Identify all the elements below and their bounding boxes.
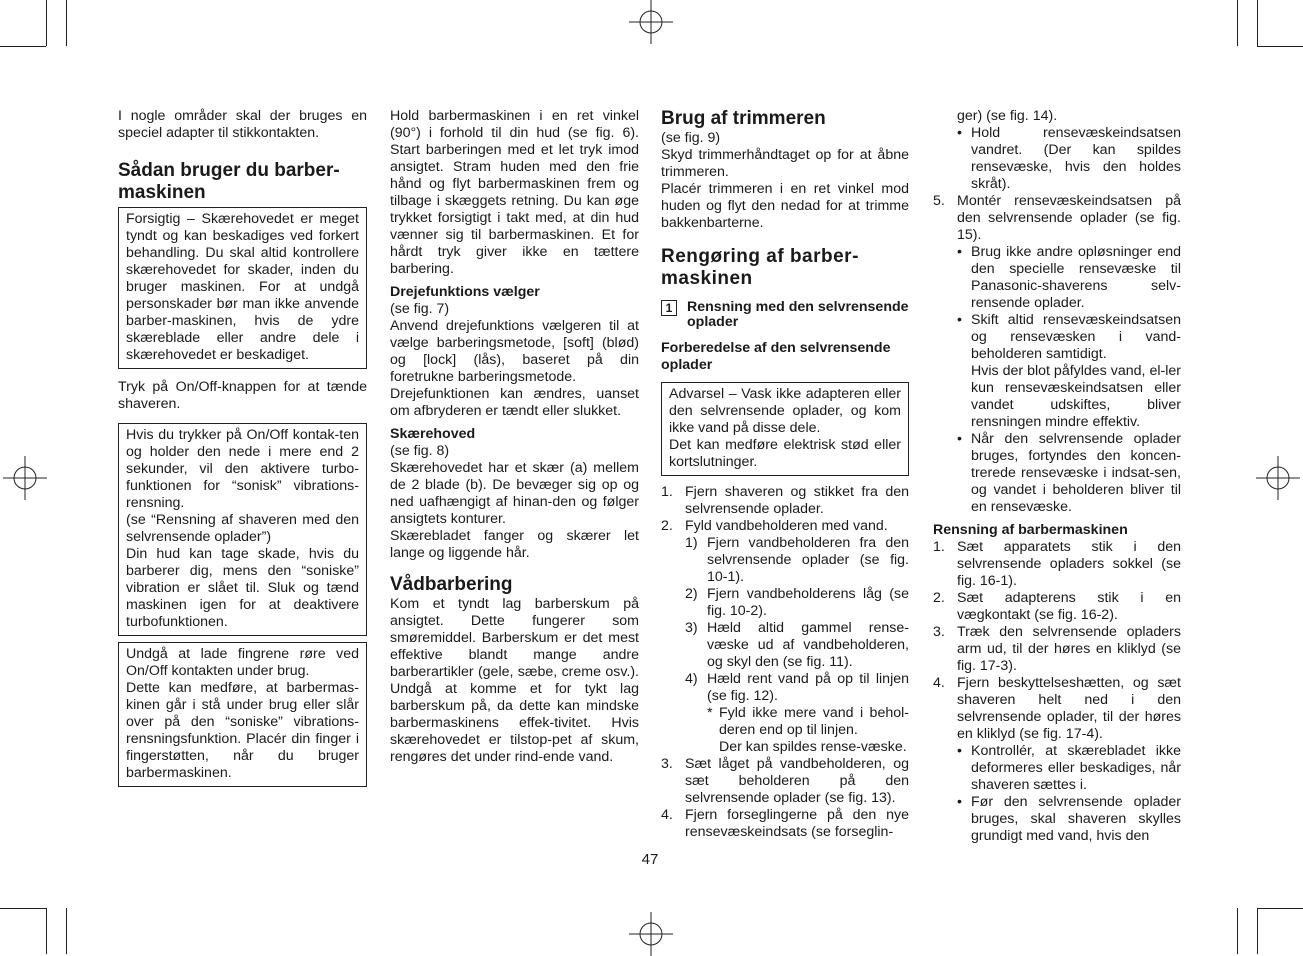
finger-warning-box	[118, 642, 367, 787]
bullet-item: • Når den selvrensende oplader bruges, fortyndes den koncen-trerede rensevæske i indsat-sen, og vandet i beholderen bliver til en rensevæske.	[957, 431, 1181, 515]
list-item: 2. Fyld vandbeholderen med vand.	[661, 518, 888, 534]
crop-mark	[46, 0, 47, 46]
intro-text: I nogle områder skal der bruges en speciel adapter til stikkontakten.	[118, 108, 367, 141]
crop-mark	[1257, 46, 1303, 47]
note-text: Fyld ikke mere vand i behol-deren end op til linjen.	[719, 705, 909, 738]
crop-mark	[0, 908, 46, 909]
bullet-item: • Kontrollér, at skærebladet ikke deformeres eller beskadiges, når shaveren sættes i.	[957, 743, 1181, 793]
bullet-item: • Hold rensevæskeindsatsen vandret. (Der kan spildes rensevæske, hvis den holdes skråt).	[957, 125, 1181, 192]
box-text: Hvis du trykker på On/Off kontak-ten og holder den nede i mere end 2 sekunder, vil den aktivere turbo-funktionen for “sonisk” vibrations-rensning.	[126, 427, 359, 511]
list-item: 1. Sæt apparatets stik i den selvrensende opladers sokkel (se fig. 16-1).	[933, 539, 1181, 589]
list-item: 3. Træk den selvrensende opladers arm ud, til der høres en kliklyd (se fig. 17-3).	[933, 624, 1181, 674]
sub-list-item: 4) Hæld rent vand på op til linjen (se fig. 12).	[685, 671, 909, 704]
box-text: Advarsel – Vask ikke adapteren eller den selvrensende oplader, og kom ikke vand på disse dele.	[669, 386, 901, 436]
list-item: 4. Fjern forseglingerne på den nye rensevæskeindsats (se forseglin-	[661, 807, 909, 840]
sub-list-item: 3) Hæld altid gammel rense-væske ud af vandbeholderen, og skyl den (se fig. 11).	[685, 620, 909, 670]
subsection-title: Rensning med den selvrensende oplader	[687, 299, 909, 330]
subheading: Drejefunktions vælger	[390, 284, 540, 300]
crop-mark	[0, 46, 46, 47]
note-mark: *	[707, 705, 713, 721]
paragraph: Skærehovedet har et skær (a) mellem de 2 blade (b). De bevæger sig op og ned uafhængigt af hinan-den og følger ansigtets konturer.	[390, 460, 639, 527]
subheading: Skærehoved	[390, 426, 476, 442]
crop-mark	[1257, 908, 1303, 909]
paragraph: Tryk på On/Off-knappen for at tænde shaveren.	[118, 379, 367, 412]
paragraph: Skyd trimmerhåndtaget op for at åbne trimmeren.	[661, 147, 909, 180]
bullet-item: • Brug ikke andre opløsninger end den specielle rensevæske til Panasonic-shaverens selv-rensende oplader.	[957, 244, 1181, 311]
section-heading: Vådbarbering	[390, 574, 513, 595]
paragraph: Anvend drejefunktions vælgeren til at vælge barberingsmetode, [soft] (blød) og [lock] (lås), baseret på din foretrukne barberingsmetode.	[390, 318, 639, 385]
continued-text: ger) (se fig. 14).	[957, 108, 1058, 124]
list-item: 4. Fjern beskyttelseshætten, og sæt shaveren helt ned i den selvrensende oplader, til der høres en kliklyd (se fig. 17-4).	[933, 675, 1181, 742]
note	[661, 705, 909, 756]
figure-ref: (se fig. 9)	[661, 130, 721, 146]
caution-text: Forsigtig – Skærehovedet er meget tyndt og kan beskadiges ved forkert behandling. Du skal altid kontrollere skærehovedet for skader, inden du bruger maskinen. For at undgå personskader bør man ikke anvende barber-maskinen, hvis de ydre skæreblade eller andre dele i skærehovedet er beskadiget.	[126, 211, 359, 363]
registration-mark-icon	[1256, 456, 1300, 500]
turbo-info-box	[118, 423, 367, 636]
list-item: 5. Montér rensevæskeindsatsen på den selvrensende oplader (se fig. 15).	[933, 193, 1181, 243]
box-text: Dette kan medføre, at barbermas-kinen går i stå under brug eller slår over på den “soniske” vibrations-rensningsfunktion. Placér din finger i fingerstøtten, når du bruger barbermaskinen.	[126, 680, 359, 781]
bullet-item: • Før den selvrensende oplader bruges, skal shaveren skylles grundigt med vand, hvis den	[957, 794, 1181, 844]
column-3	[661, 108, 909, 841]
registration-mark-icon	[629, 912, 673, 956]
caution-box	[118, 207, 367, 369]
paragraph: Kom et tyndt lag barberskum på ansigtet. Dette fungerer som smøremiddel. Barberskum er det mest effektive blandt mange andre barberartikler (gele, sæbe, creme osv.). Undgå at komme et for tykt lag barberskum på, da dette kan mindske barbermaskinens effek-tivitet. Hvis skærehovedet er tilstop-pet af skum, rengøres det under rind-ende vand.	[390, 596, 639, 765]
subheading: Forberedelse af den selvrensende oplader	[661, 340, 891, 373]
box-text: Det kan medføre elektrisk stød eller kortslutninger.	[669, 437, 901, 470]
bullet-item: • Skift altid rensevæskeindsatsen og rensevæsken i vand-beholderen samtidigt. Hvis der blot påfyldes vand, el-ler kun rensevæskeindsatsen eller vandet udskiftes, bliver rensningen mindre effektiv.	[957, 312, 1181, 430]
step-list	[661, 484, 909, 841]
page-number: 47	[641, 851, 659, 868]
column-1	[118, 108, 367, 787]
numbered-subsection	[661, 300, 909, 330]
figure-ref: (se fig. 7)	[390, 301, 450, 317]
crop-mark	[1237, 0, 1238, 46]
box-text: (se “Rensning af shaveren med den selvrensende oplader”)	[126, 512, 359, 545]
registration-mark-icon	[629, 0, 673, 44]
column-4	[933, 108, 1181, 845]
box-text: Undgå at lade fingrene røre ved On/Off kontakten under brug.	[126, 646, 359, 679]
paragraph: Placér trimmeren i en ret vinkel mod huden og flyt den nedad for at trimme bakkenbarterne.	[661, 181, 909, 231]
crop-mark	[66, 0, 67, 46]
warning-box	[661, 382, 909, 476]
list-item: 2. Sæt adapterens stik i en vægkontakt (se fig. 16-2).	[933, 590, 1181, 623]
section-heading: Rengøring af barber-maskinen	[661, 246, 859, 289]
registration-mark-icon	[3, 456, 47, 500]
crop-mark	[46, 908, 47, 954]
crop-mark	[1237, 908, 1238, 954]
paragraph: Drejefunktionen kan ændres, uanset om afbryderen er tændt eller slukket.	[390, 386, 639, 419]
crop-mark	[1257, 0, 1258, 46]
section-heading: Sådan bruger du barber-maskinen	[118, 160, 340, 203]
figure-ref: (se fig. 8)	[390, 443, 450, 459]
list-item: 1. Fjern shaveren og stikket fra den selvrensende oplader.	[661, 484, 909, 517]
list-item: 3. Sæt låget på vandbeholderen, og sæt beholderen på den selvrensende oplader (se fig. 13).	[661, 756, 909, 806]
paragraph: Skærebladet fanger og skærer let lange og liggende hår.	[390, 528, 639, 561]
box-text: Din hud kan tage skade, hvis du barberer dig, mens den “soniske” vibration er slået til. Sluk og tænd maskinen igen for at deaktivere turbofunktionen.	[126, 546, 359, 630]
sub-list-item: 2) Fjern vandbeholderens låg (se fig. 10-2).	[685, 586, 909, 619]
note-text: Der kan spildes rense-væske.	[719, 739, 907, 755]
sub-list-item: 1) Fjern vandbeholderen fra den selvrensende oplader (se fig. 10-1).	[685, 535, 909, 585]
section-number-box: 1	[661, 300, 677, 316]
crop-mark	[66, 908, 67, 954]
crop-mark	[1257, 908, 1258, 954]
column-2	[390, 108, 639, 766]
subheading: Rensning af barbermaskinen	[933, 522, 1128, 538]
section-heading: Brug af trimmeren	[661, 108, 826, 129]
paragraph: Hold barbermaskinen i en ret vinkel (90°) i forhold til din hud (se fig. 6). Start barberingen med et let tryk imod ansigtet. Stram huden med den frie hånd og flyt barbermaskinen frem og tilbage i skæggets retning. Du kan øge trykket forsigtigt i takt med, at din hud vænner sig til barbermaskinen. Et for hårdt tryk giver ikke en tættere barbering.	[390, 108, 639, 277]
